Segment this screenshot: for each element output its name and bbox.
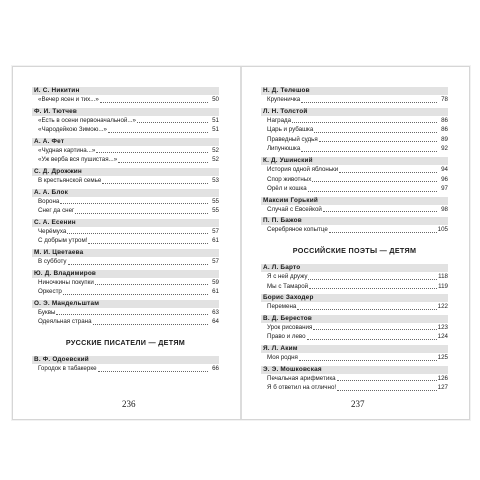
entry-page: 98 — [441, 205, 448, 213]
toc-entry — [261, 282, 448, 292]
entry-page: 96 — [441, 175, 448, 183]
entry-page: 57 — [212, 257, 219, 265]
dot-leader — [313, 328, 436, 330]
entry-page: 118 — [438, 272, 448, 280]
toc-entry — [261, 95, 448, 105]
dot-leader — [309, 287, 437, 289]
entry-title: «Вечер ясен и тих...» — [38, 96, 99, 103]
author-heading: А. А. Блок — [32, 189, 219, 197]
dot-leader — [102, 182, 208, 184]
dot-leader — [308, 278, 437, 280]
entry-page: 78 — [441, 96, 448, 103]
entry-page: 55 — [212, 197, 219, 205]
author-heading: К. Д. Ушинский — [261, 157, 448, 165]
dot-leader — [308, 190, 437, 192]
entry-page: 66 — [212, 364, 219, 372]
author-heading: Ф. И. Тютчев — [32, 108, 219, 116]
dot-leader — [95, 283, 208, 285]
entry-title: Печальная арифметика — [267, 374, 336, 382]
entry-page: 59 — [212, 278, 219, 286]
dot-leader — [137, 121, 208, 123]
toc-entry — [32, 287, 219, 297]
entry-title: Мы с Тамарой — [267, 282, 309, 290]
entry-page: 51 — [212, 126, 219, 134]
entry-page: 64 — [212, 318, 219, 326]
entry-title: Серебряное копытце — [267, 226, 328, 234]
author-heading: Борис Заходер — [261, 294, 448, 302]
entry-page: 122 — [437, 303, 448, 311]
entry-title: Моя родня — [267, 353, 298, 361]
toc-entry — [261, 272, 448, 282]
left-page-number: 236 — [122, 399, 136, 409]
toc-entry — [32, 317, 219, 327]
dot-leader — [319, 140, 437, 142]
author-heading: В. Д. Берестов — [261, 315, 448, 323]
toc-entry — [261, 302, 448, 312]
toc-entry — [32, 176, 219, 186]
toc-entry — [261, 225, 448, 235]
author-heading: М. И. Цветаева — [32, 249, 219, 257]
author-heading: Э. Э. Мошковская — [261, 366, 448, 374]
entry-page: 53 — [212, 176, 219, 184]
author-heading: Н. Д. Телешов — [261, 87, 448, 95]
toc-entry — [32, 257, 219, 267]
entry-title: Черёмуха — [38, 227, 67, 235]
book-fold — [240, 67, 242, 419]
toc-entry — [261, 353, 448, 363]
toc-entry — [261, 383, 448, 393]
dot-leader — [100, 101, 208, 103]
entry-title: Одеяльная страна — [38, 318, 92, 326]
toc-entry — [32, 116, 219, 126]
toc-entry — [261, 125, 448, 135]
toc-entry — [32, 364, 219, 374]
entry-page: 124 — [437, 333, 448, 341]
entry-page: 86 — [441, 116, 448, 124]
entry-page: 52 — [212, 156, 219, 164]
entry-page: 105 — [437, 226, 448, 234]
dot-leader — [312, 180, 437, 182]
dot-leader — [301, 101, 437, 103]
entry-page: 127 — [437, 384, 448, 392]
entry-title: Оркестр — [38, 288, 62, 296]
entry-title: Спор животных — [267, 175, 312, 183]
right-section-title: РОССИЙСКИЕ ПОЭТЫ — ДЕТЯМ — [292, 245, 417, 255]
entry-title: В крестьянской семье — [38, 176, 102, 184]
dot-leader — [88, 242, 208, 244]
dot-leader — [329, 231, 437, 233]
author-heading: И. С. Никитин — [32, 87, 219, 95]
entry-page: 63 — [212, 308, 219, 316]
entry-title: Перемена — [267, 303, 297, 311]
author-heading: С. А. Есенин — [32, 219, 219, 227]
entry-title: «Чудная картина...» — [38, 146, 96, 154]
author-heading: А. Л. Барто — [261, 264, 448, 272]
entry-title: Я с ней дружу — [267, 272, 308, 280]
entry-page: 61 — [212, 288, 219, 296]
entry-title: Снег да снег — [38, 207, 75, 215]
author-heading: Ю. Д. Владимиров — [32, 270, 219, 278]
entry-title: Праведный судья — [267, 135, 318, 143]
entry-title: Царь и рубашка — [267, 126, 314, 134]
entry-title: Ниночкины покупки — [38, 278, 94, 286]
dot-leader — [96, 151, 208, 153]
right-toc-before — [261, 87, 448, 235]
entry-page: 52 — [212, 146, 219, 154]
toc-entry — [261, 116, 448, 126]
toc-entry — [32, 308, 219, 318]
dot-leader — [108, 131, 208, 133]
entry-page: 86 — [441, 126, 448, 134]
entry-page: 57 — [212, 227, 219, 235]
dot-leader — [299, 359, 437, 361]
toc-entry — [32, 278, 219, 288]
author-heading: П. П. Бажов — [261, 217, 448, 225]
entry-page: 50 — [212, 96, 219, 103]
left-toc-after — [32, 356, 219, 374]
author-heading: О. Э. Мандельштам — [32, 300, 219, 308]
right-page — [261, 87, 448, 393]
entry-title: Ворона — [38, 197, 60, 205]
entry-title: С добрым утром! — [38, 237, 88, 245]
author-heading: А. А. Фет — [32, 138, 219, 146]
dot-leader — [67, 232, 208, 234]
entry-page: 51 — [212, 116, 219, 124]
entry-title: Право и лево — [267, 333, 306, 341]
toc-entry — [32, 146, 219, 156]
left-toc-before — [32, 87, 219, 327]
dot-leader — [337, 389, 437, 391]
dot-leader — [68, 263, 209, 265]
entry-page: 126 — [437, 374, 448, 382]
toc-entry — [261, 175, 448, 185]
dot-leader — [75, 212, 208, 214]
entry-page: 97 — [441, 185, 448, 193]
author-heading: В. Ф. Одоевский — [32, 356, 219, 364]
dot-leader — [60, 202, 208, 204]
entry-title: Липунюшка — [267, 145, 301, 153]
toc-entry — [261, 135, 448, 145]
toc-entry — [32, 227, 219, 237]
dot-leader — [301, 150, 437, 152]
right-toc-after — [261, 264, 448, 393]
entry-page: 123 — [437, 323, 448, 331]
entry-title: Орёл и кошка — [267, 185, 307, 193]
dot-leader — [98, 370, 208, 372]
toc-entry — [32, 155, 219, 165]
toc-entry — [261, 332, 448, 342]
entry-page: 125 — [437, 353, 448, 361]
author-heading: С. Д. Дрожжин — [32, 168, 219, 176]
right-page-number: 237 — [351, 399, 365, 409]
entry-title: Буквы — [38, 308, 56, 316]
toc-entry — [261, 144, 448, 154]
author-heading: Я. Л. Аким — [261, 345, 448, 353]
toc-entry — [261, 184, 448, 194]
toc-entry — [32, 95, 219, 105]
dot-leader — [292, 121, 437, 123]
toc-entry — [261, 205, 448, 215]
entry-title: Крупеничка — [267, 96, 301, 103]
entry-title: Случай с Евсейкой — [267, 205, 322, 213]
entry-title: История одной яблоньки — [267, 165, 339, 173]
toc-entry — [32, 236, 219, 246]
entry-title: «Есть в осени первоначальной...» — [38, 116, 136, 124]
toc-entry — [32, 197, 219, 207]
entry-title: Я б ответил на отлично! — [267, 384, 337, 392]
entry-page: 89 — [441, 135, 448, 143]
dot-leader — [307, 338, 437, 340]
dot-leader — [297, 308, 436, 310]
toc-entry — [261, 323, 448, 333]
entry-page: 92 — [441, 145, 448, 153]
entry-page: 119 — [438, 282, 448, 290]
dot-leader — [337, 379, 437, 381]
dot-leader — [323, 210, 437, 212]
dot-leader — [93, 323, 208, 325]
author-heading: Максим Горький — [261, 197, 448, 205]
entry-page: 55 — [212, 207, 219, 215]
toc-entry — [261, 165, 448, 175]
entry-title: Урок рисования — [267, 323, 313, 331]
entry-title: Городок в табакерке — [38, 364, 97, 372]
dot-leader — [339, 171, 437, 173]
dot-leader — [56, 313, 208, 315]
entry-title: В субботу — [38, 257, 67, 265]
dot-leader — [118, 161, 208, 163]
toc-entry — [32, 206, 219, 216]
entry-title: «Чародейкою Зимою...» — [38, 126, 107, 134]
entry-title: «Уж верба вся пушистая...» — [38, 156, 118, 164]
dot-leader — [314, 131, 437, 133]
entry-page: 61 — [212, 237, 219, 245]
toc-entry — [261, 374, 448, 384]
left-section-title: РУССКИЕ ПИСАТЕЛИ — ДЕТЯМ — [65, 337, 186, 347]
toc-entry — [32, 125, 219, 135]
entry-title: Награда — [267, 116, 292, 124]
entry-page: 94 — [441, 165, 448, 173]
book-spread — [12, 66, 470, 420]
left-page — [32, 87, 219, 374]
dot-leader — [63, 293, 208, 295]
author-heading: Л. Н. Толстой — [261, 108, 448, 116]
